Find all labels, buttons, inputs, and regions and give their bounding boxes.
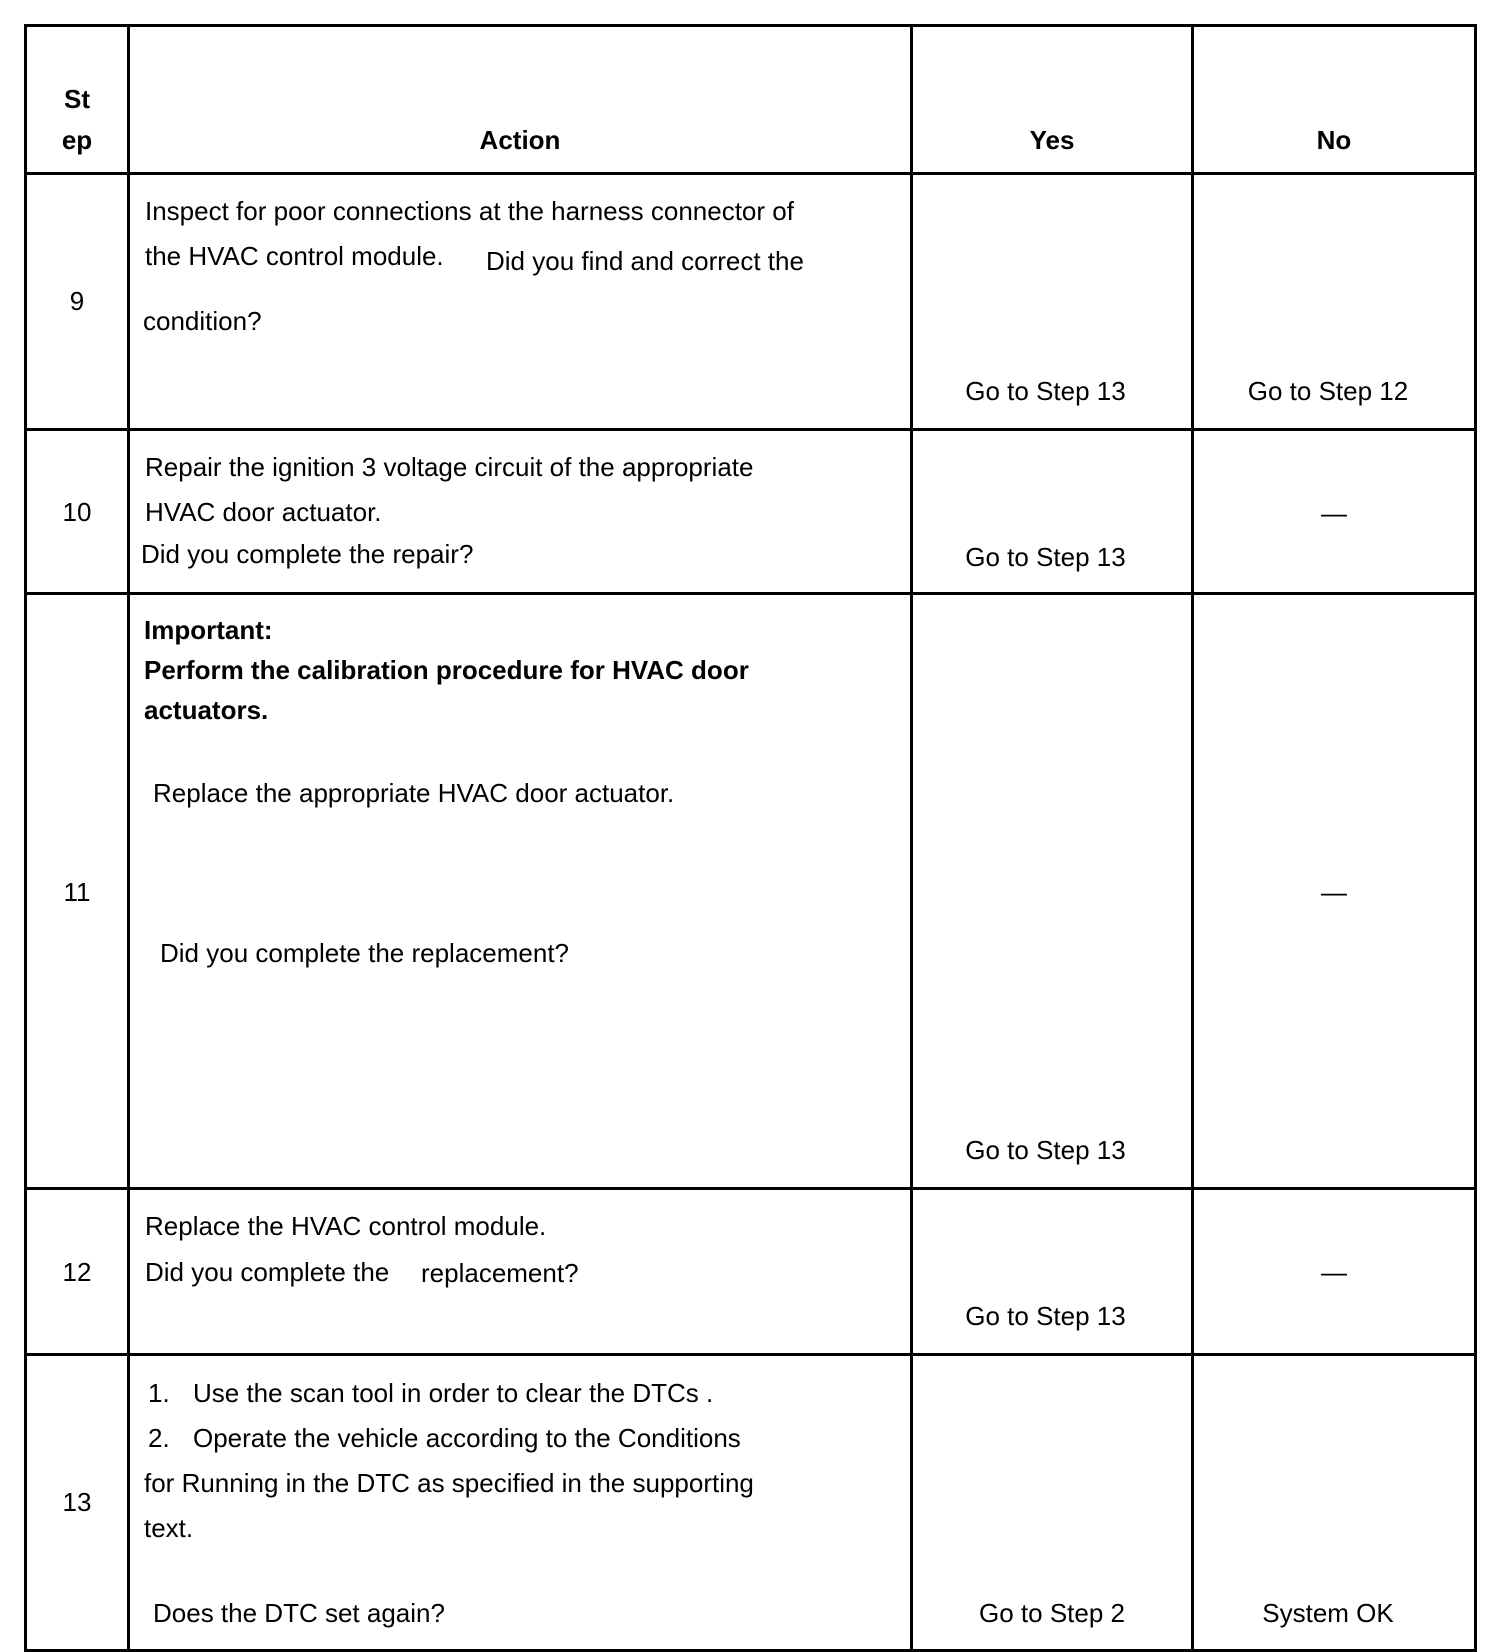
row-divider-11 (24, 1187, 1477, 1190)
action-line: condition? (143, 306, 262, 336)
row-divider-header (24, 172, 1477, 175)
list-number: 2. (148, 1423, 170, 1453)
action-line: Did you complete the repair? (141, 539, 474, 569)
row-divider-10 (24, 592, 1477, 595)
step-number: 10 (62, 497, 92, 527)
yes-outcome: Go to Step 13 (965, 542, 1126, 572)
action-line: Use the scan tool in order to clear the DTCs . (193, 1378, 714, 1408)
step-number: 13 (62, 1487, 92, 1517)
no-outcome: System OK (1262, 1598, 1394, 1628)
action-line: Did you complete the replacement? (160, 938, 570, 968)
row-divider-12 (24, 1353, 1477, 1356)
column-divider-step-action (127, 24, 130, 1652)
step-number: 12 (62, 1257, 92, 1287)
no-outcome: — (1321, 877, 1347, 907)
action-line: Does the DTC set again? (153, 1598, 445, 1628)
header-yes: Yes (1029, 125, 1075, 155)
action-line: Did you complete the (145, 1257, 390, 1287)
step-number: 9 (69, 286, 85, 316)
no-outcome: Go to Step 12 (1247, 376, 1409, 406)
yes-outcome: Go to Step 13 (965, 1135, 1126, 1165)
header-no: No (1316, 125, 1352, 155)
header-step-line1: St (64, 84, 90, 114)
no-outcome: — (1321, 1257, 1347, 1287)
yes-outcome: Go to Step 13 (965, 1301, 1126, 1331)
important-label: Important: (144, 615, 273, 645)
action-line: Operate the vehicle according to the Conditions (193, 1423, 741, 1453)
action-line: Replace the HVAC control module. (145, 1211, 547, 1241)
action-line: Replace the appropriate HVAC door actuator. (153, 778, 675, 808)
table-border-top (24, 24, 1477, 27)
list-number: 1. (148, 1378, 170, 1408)
action-line: Repair the ignition 3 voltage circuit of the appropriate (145, 452, 754, 482)
action-line: Inspect for poor connections at the harness connector of (145, 196, 794, 226)
header-action: Action (479, 125, 561, 155)
action-line: HVAC door actuator. (145, 497, 382, 527)
action-line: replacement? (421, 1258, 579, 1288)
yes-outcome: Go to Step 13 (965, 376, 1126, 406)
no-outcome: — (1321, 498, 1347, 528)
column-divider-action-yes (910, 24, 913, 1652)
action-line: the HVAC control module. (145, 241, 444, 271)
yes-outcome: Go to Step 2 (979, 1598, 1125, 1628)
action-line: Did you find and correct the (486, 246, 804, 276)
action-line: for Running in the DTC as specified in the supporting (144, 1468, 754, 1498)
important-note-line: Perform the calibration procedure for HVAC door (144, 655, 749, 685)
important-note-line: actuators. (144, 695, 269, 725)
action-line: text. (144, 1513, 194, 1543)
row-divider-9 (24, 428, 1477, 431)
table-border-left (24, 24, 27, 1652)
header-step-line2: ep (61, 125, 93, 155)
column-divider-yes-no (1191, 24, 1194, 1652)
step-number: 11 (63, 877, 91, 907)
table-border-right (1474, 24, 1477, 1652)
